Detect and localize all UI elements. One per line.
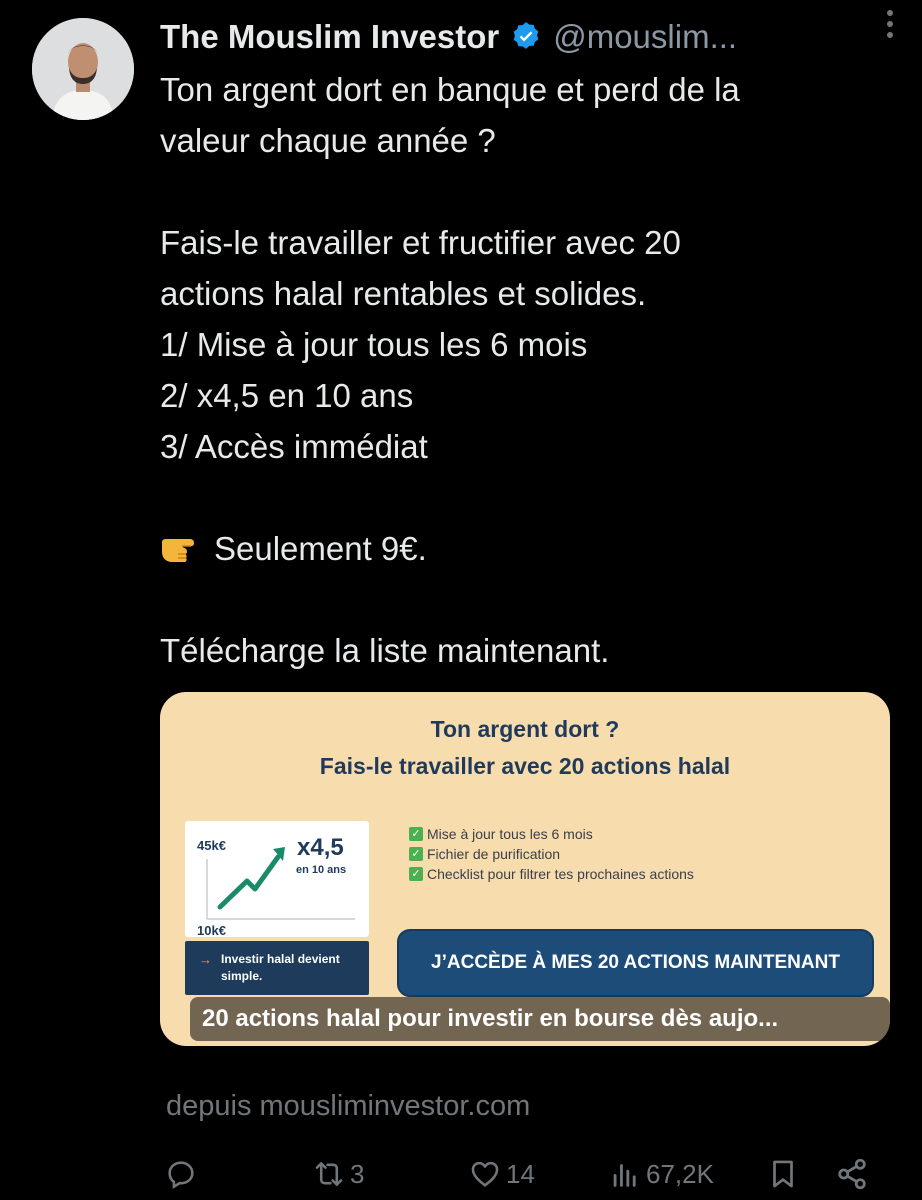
share-icon — [834, 1156, 870, 1192]
avatar-photo — [32, 18, 134, 120]
author-name[interactable]: The Mouslim Investor — [160, 18, 500, 55]
tagline-box — [185, 941, 369, 995]
card-caption[interactable]: 20 actions halal pour investir en bourse dès aujo... — [190, 997, 890, 1041]
graph-multiplier: x4,5 — [297, 834, 344, 861]
tweet-text — [160, 64, 880, 676]
like-button[interactable] — [468, 1156, 535, 1192]
bookmark-icon — [766, 1157, 800, 1191]
tweet-line: actions halal rentables et solides. — [160, 275, 647, 312]
arrow-right-icon: → — [199, 952, 212, 967]
tweet-blank-line — [160, 472, 880, 523]
checklist-item-text: Mise à jour tous les 6 mois — [427, 826, 593, 842]
card-title-line2: Fais-le travailler avec 20 actions halal — [319, 753, 731, 779]
author-handle[interactable]: @mouslim... — [553, 18, 738, 55]
card-title-line1: Ton argent dort ? — [430, 716, 620, 742]
repost-button[interactable] — [312, 1156, 364, 1192]
checkmark-icon: ✓ — [409, 847, 423, 861]
tweet-line: 2/ x4,5 en 10 ans — [160, 377, 414, 414]
feature-checklist — [409, 824, 694, 884]
more-options-icon[interactable] — [880, 6, 900, 42]
share-button[interactable] — [834, 1156, 870, 1192]
checkmark-icon: ✓ — [409, 827, 423, 841]
tweet-line: Télécharge la liste maintenant. — [160, 632, 610, 669]
growth-line — [220, 857, 278, 907]
tweet-line: 1/ Mise à jour tous les 6 mois — [160, 326, 588, 363]
checkmark-icon: ✓ — [409, 867, 423, 881]
checklist-item — [409, 844, 694, 864]
tweet-blank-line — [160, 574, 880, 625]
checklist-item — [409, 824, 694, 844]
growth-graph — [185, 821, 369, 937]
link-preview-card[interactable] — [160, 692, 890, 1046]
tweet-blank-line — [160, 166, 880, 217]
graph-top-label: 45k€ — [197, 838, 226, 853]
tweet-line: Ton argent dort en banque et perd de la — [160, 71, 740, 108]
verified-badge-icon — [509, 20, 543, 54]
reply-icon — [164, 1157, 198, 1191]
reply-button[interactable] — [164, 1156, 198, 1192]
checklist-item-text: Fichier de purification — [427, 846, 561, 862]
graph-period: en 10 ans — [296, 864, 347, 876]
checklist-item — [409, 864, 694, 884]
heart-icon — [468, 1157, 502, 1191]
tagline-text: Investir halal devient simple. — [221, 952, 340, 983]
views-count: 67,2K — [646, 1158, 714, 1189]
source-link[interactable]: depuis mousliminvestor.com — [166, 1090, 531, 1122]
tweet-line: Fais-le travailler et fructifier avec 20 — [160, 224, 681, 261]
tweet-actions-bar — [160, 1148, 900, 1200]
tweet-header — [160, 14, 900, 60]
pointing-hand-icon — [160, 528, 206, 566]
tweet-price-line — [160, 523, 880, 574]
checklist-item-text: Checklist pour filtrer tes prochaines actions — [427, 866, 694, 882]
graph-bottom-label: 10k€ — [197, 923, 226, 938]
author-avatar[interactable] — [32, 18, 134, 120]
tweet-line: 3/ Accès immédiat — [160, 428, 428, 465]
cta-button[interactable]: J’ACCÈDE À MES 20 ACTIONS MAINTENANT — [397, 929, 874, 997]
views-chart-icon — [608, 1157, 642, 1191]
like-count: 14 — [506, 1158, 535, 1189]
views-button[interactable] — [608, 1156, 714, 1192]
price-text: Seulement 9€. — [214, 530, 427, 567]
bookmark-button[interactable] — [766, 1156, 800, 1192]
repost-count: 3 — [350, 1158, 365, 1189]
tweet-line: valeur chaque année ? — [160, 122, 496, 159]
repost-icon — [312, 1157, 346, 1191]
